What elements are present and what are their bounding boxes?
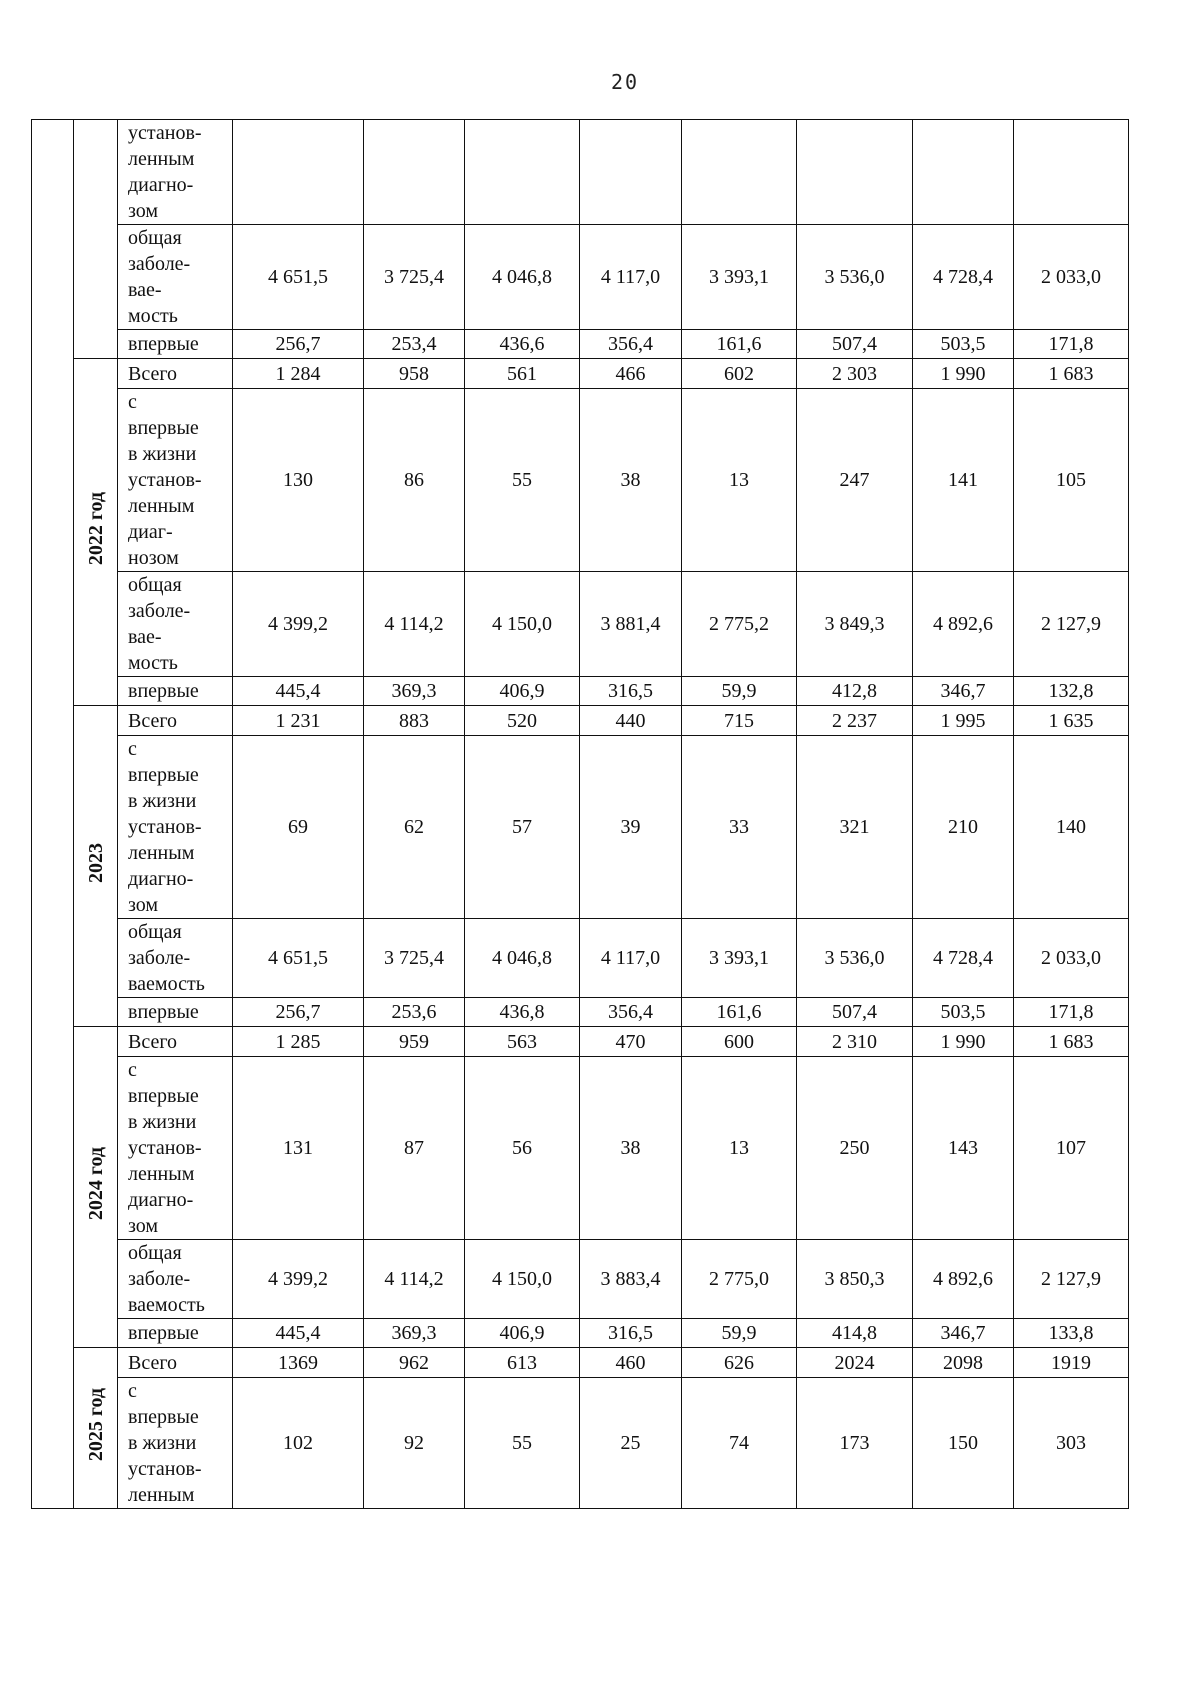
label-line: ленным bbox=[128, 1163, 195, 1185]
year-cell bbox=[74, 359, 118, 706]
general-value: 4 046,8 bbox=[465, 225, 580, 330]
row-label-first bbox=[118, 1319, 233, 1348]
first-value: 346,7 bbox=[913, 1319, 1014, 1348]
general-value: 2 127,9 bbox=[1014, 572, 1129, 677]
label-line: общая bbox=[128, 574, 182, 596]
first-value: 161,6 bbox=[682, 998, 797, 1027]
label-line: общая bbox=[128, 1242, 182, 1264]
year-cell bbox=[74, 706, 118, 1027]
diag-value: 131 bbox=[233, 1057, 364, 1240]
diag-value: 107 bbox=[1014, 1057, 1129, 1240]
label-line: с bbox=[128, 1059, 137, 1081]
diag-value: 105 bbox=[1014, 389, 1129, 572]
label-line: в жизни bbox=[128, 1432, 197, 1454]
diag-value: 39 bbox=[580, 736, 682, 919]
year-label: 2024 год bbox=[84, 1146, 107, 1221]
table-row-general bbox=[32, 1240, 1129, 1319]
table-row-diag bbox=[32, 736, 1129, 919]
page-number: 20 bbox=[610, 70, 640, 94]
row-label-total bbox=[118, 1027, 233, 1057]
first-value: 59,9 bbox=[682, 1319, 797, 1348]
total-value: 2024 bbox=[797, 1348, 913, 1378]
label-line: ваемость bbox=[128, 1294, 205, 1316]
label-line: установ- bbox=[128, 122, 202, 144]
general-value: 4 114,2 bbox=[364, 572, 465, 677]
row-label-total bbox=[118, 359, 233, 389]
label-line: вае- bbox=[128, 626, 162, 648]
first-value: 256,7 bbox=[233, 330, 364, 359]
diag-value: 92 bbox=[364, 1378, 465, 1509]
total-value: 466 bbox=[580, 359, 682, 389]
total-value: 2098 bbox=[913, 1348, 1014, 1378]
first-value: 171,8 bbox=[1014, 330, 1129, 359]
row-label-diag bbox=[118, 389, 233, 572]
diag-value: 56 bbox=[465, 1057, 580, 1240]
year-label: 2025 год bbox=[84, 1387, 107, 1462]
row-label-general bbox=[118, 572, 233, 677]
empty-cell bbox=[580, 120, 682, 225]
total-value: 440 bbox=[580, 706, 682, 736]
label-line: мость bbox=[128, 652, 178, 674]
diag-value: 247 bbox=[797, 389, 913, 572]
label-line: зом bbox=[128, 894, 159, 916]
label-line: вае- bbox=[128, 279, 162, 301]
diag-value: 33 bbox=[682, 736, 797, 919]
table-row-diag-cont bbox=[32, 120, 1129, 225]
first-value: 436,8 bbox=[465, 998, 580, 1027]
row-label-diag-cont bbox=[118, 120, 233, 225]
total-value: 460 bbox=[580, 1348, 682, 1378]
general-value: 4 892,6 bbox=[913, 1240, 1014, 1319]
label-line: диагно- bbox=[128, 868, 194, 890]
first-value: 59,9 bbox=[682, 677, 797, 706]
diag-value: 25 bbox=[580, 1378, 682, 1509]
first-value: 406,9 bbox=[465, 1319, 580, 1348]
total-value: 561 bbox=[465, 359, 580, 389]
table-body bbox=[32, 120, 1129, 1509]
label-line: впервые bbox=[128, 417, 199, 439]
diag-value: 55 bbox=[465, 1378, 580, 1509]
row-label-first bbox=[118, 677, 233, 706]
table-row-diag bbox=[32, 1057, 1129, 1240]
label-line: заболе- bbox=[128, 947, 191, 969]
first-value: 356,4 bbox=[580, 330, 682, 359]
total-value: 470 bbox=[580, 1027, 682, 1057]
first-value: 507,4 bbox=[797, 330, 913, 359]
diag-value: 38 bbox=[580, 389, 682, 572]
general-value: 4 399,2 bbox=[233, 1240, 364, 1319]
general-value: 4 117,0 bbox=[580, 919, 682, 998]
year-label: 2022 год bbox=[84, 491, 107, 566]
row-label-first bbox=[118, 330, 233, 359]
table-row-total bbox=[32, 1027, 1129, 1057]
label-line: Всего bbox=[128, 1351, 178, 1374]
general-value: 4 728,4 bbox=[913, 225, 1014, 330]
diag-value: 86 bbox=[364, 389, 465, 572]
first-value: 356,4 bbox=[580, 998, 682, 1027]
morbidity-table bbox=[31, 119, 1129, 1509]
first-value: 316,5 bbox=[580, 1319, 682, 1348]
total-value: 1 285 bbox=[233, 1027, 364, 1057]
first-value: 412,8 bbox=[797, 677, 913, 706]
general-value: 4 046,8 bbox=[465, 919, 580, 998]
label-line: установ- bbox=[128, 1137, 202, 1159]
total-value: 1369 bbox=[233, 1348, 364, 1378]
general-value: 3 849,3 bbox=[797, 572, 913, 677]
empty-cell bbox=[364, 120, 465, 225]
total-value: 958 bbox=[364, 359, 465, 389]
first-value: 507,4 bbox=[797, 998, 913, 1027]
total-value: 962 bbox=[364, 1348, 465, 1378]
table-row-total bbox=[32, 359, 1129, 389]
empty-cell bbox=[1014, 120, 1129, 225]
row-label-diag bbox=[118, 1057, 233, 1240]
label-line: заболе- bbox=[128, 600, 191, 622]
table-row-general bbox=[32, 572, 1129, 677]
general-value: 4 651,5 bbox=[233, 919, 364, 998]
total-value: 563 bbox=[465, 1027, 580, 1057]
row-label-diag bbox=[118, 1378, 233, 1509]
label-line: общая bbox=[128, 227, 182, 249]
label-line: ленным bbox=[128, 1484, 195, 1506]
total-value: 626 bbox=[682, 1348, 797, 1378]
total-value: 1 683 bbox=[1014, 1027, 1129, 1057]
year-cell bbox=[74, 1348, 118, 1509]
general-value: 4 399,2 bbox=[233, 572, 364, 677]
first-value: 503,5 bbox=[913, 998, 1014, 1027]
first-value: 503,5 bbox=[913, 330, 1014, 359]
general-value: 3 883,4 bbox=[580, 1240, 682, 1319]
diag-value: 250 bbox=[797, 1057, 913, 1240]
diag-value: 74 bbox=[682, 1378, 797, 1509]
total-value: 602 bbox=[682, 359, 797, 389]
general-value: 2 033,0 bbox=[1014, 919, 1129, 998]
table-row-total bbox=[32, 1348, 1129, 1378]
diag-value: 173 bbox=[797, 1378, 913, 1509]
first-value: 436,6 bbox=[465, 330, 580, 359]
first-value: 369,3 bbox=[364, 677, 465, 706]
label-line: ленным bbox=[128, 842, 195, 864]
diag-value: 13 bbox=[682, 389, 797, 572]
empty-cell bbox=[465, 120, 580, 225]
general-value: 2 127,9 bbox=[1014, 1240, 1129, 1319]
first-value: 445,4 bbox=[233, 1319, 364, 1348]
diag-value: 62 bbox=[364, 736, 465, 919]
total-value: 2 237 bbox=[797, 706, 913, 736]
total-value: 613 bbox=[465, 1348, 580, 1378]
label-line: впервые bbox=[128, 1322, 199, 1344]
general-value: 4 150,0 bbox=[465, 1240, 580, 1319]
diag-value: 55 bbox=[465, 389, 580, 572]
label-line: установ- bbox=[128, 1458, 202, 1480]
label-line: ваемость bbox=[128, 973, 205, 995]
table-row-first bbox=[32, 677, 1129, 706]
diag-value: 210 bbox=[913, 736, 1014, 919]
general-value: 3 725,4 bbox=[364, 919, 465, 998]
general-value: 2 775,2 bbox=[682, 572, 797, 677]
label-line: нозом bbox=[128, 547, 179, 569]
label-line: ленным bbox=[128, 148, 195, 170]
label-line: в жизни bbox=[128, 1111, 197, 1133]
empty-cell bbox=[913, 120, 1014, 225]
general-value: 4 114,2 bbox=[364, 1240, 465, 1319]
diag-value: 87 bbox=[364, 1057, 465, 1240]
total-value: 2 303 bbox=[797, 359, 913, 389]
first-value: 406,9 bbox=[465, 677, 580, 706]
total-value: 1919 bbox=[1014, 1348, 1129, 1378]
table-row-first bbox=[32, 1319, 1129, 1348]
table-row-general bbox=[32, 225, 1129, 330]
first-value: 369,3 bbox=[364, 1319, 465, 1348]
first-value: 253,4 bbox=[364, 330, 465, 359]
total-value: 2 310 bbox=[797, 1027, 913, 1057]
general-value: 2 033,0 bbox=[1014, 225, 1129, 330]
empty-cell bbox=[797, 120, 913, 225]
general-value: 4 150,0 bbox=[465, 572, 580, 677]
table-row-first bbox=[32, 330, 1129, 359]
diag-value: 102 bbox=[233, 1378, 364, 1509]
diag-value: 303 bbox=[1014, 1378, 1129, 1509]
label-line: с bbox=[128, 1380, 137, 1402]
first-value: 132,8 bbox=[1014, 677, 1129, 706]
total-value: 1 683 bbox=[1014, 359, 1129, 389]
diag-value: 57 bbox=[465, 736, 580, 919]
label-line: диагно- bbox=[128, 174, 194, 196]
label-line: Всего bbox=[128, 362, 178, 385]
label-line: впервые bbox=[128, 1001, 199, 1023]
general-value: 4 728,4 bbox=[913, 919, 1014, 998]
diag-value: 143 bbox=[913, 1057, 1014, 1240]
label-line: установ- bbox=[128, 469, 202, 491]
general-value: 3 536,0 bbox=[797, 919, 913, 998]
total-value: 883 bbox=[364, 706, 465, 736]
row-label-general bbox=[118, 919, 233, 998]
label-line: Всего bbox=[128, 709, 178, 732]
total-value: 1 284 bbox=[233, 359, 364, 389]
empty-cell bbox=[233, 120, 364, 225]
label-line: зом bbox=[128, 200, 159, 222]
diag-value: 140 bbox=[1014, 736, 1129, 919]
label-line: впервые bbox=[128, 764, 199, 786]
first-value: 253,6 bbox=[364, 998, 465, 1027]
total-value: 959 bbox=[364, 1027, 465, 1057]
row-label-total bbox=[118, 706, 233, 736]
label-line: заболе- bbox=[128, 1268, 191, 1290]
label-line: впервые bbox=[128, 680, 199, 702]
label-line: установ- bbox=[128, 816, 202, 838]
total-value: 1 995 bbox=[913, 706, 1014, 736]
total-value: 1 231 bbox=[233, 706, 364, 736]
row-label-first bbox=[118, 998, 233, 1027]
year-label: 2023 bbox=[84, 842, 107, 883]
diag-value: 130 bbox=[233, 389, 364, 572]
first-value: 414,8 bbox=[797, 1319, 913, 1348]
general-value: 4 892,6 bbox=[913, 572, 1014, 677]
row-label-diag bbox=[118, 736, 233, 919]
group-cell bbox=[32, 120, 74, 1509]
general-value: 4 117,0 bbox=[580, 225, 682, 330]
label-line: диагно- bbox=[128, 1189, 194, 1211]
diag-value: 321 bbox=[797, 736, 913, 919]
empty-cell bbox=[682, 120, 797, 225]
label-line: впервые bbox=[128, 1085, 199, 1107]
general-value: 3 393,1 bbox=[682, 225, 797, 330]
year-cell bbox=[74, 1027, 118, 1348]
total-value: 1 990 bbox=[913, 359, 1014, 389]
table-row-diag bbox=[32, 1378, 1129, 1509]
label-line: впервые bbox=[128, 1406, 199, 1428]
label-line: с bbox=[128, 391, 137, 413]
general-value: 3 850,3 bbox=[797, 1240, 913, 1319]
diag-value: 13 bbox=[682, 1057, 797, 1240]
label-line: в жизни bbox=[128, 790, 197, 812]
label-line: впервые bbox=[128, 333, 199, 355]
diag-value: 69 bbox=[233, 736, 364, 919]
general-value: 3 725,4 bbox=[364, 225, 465, 330]
label-line: диаг- bbox=[128, 521, 173, 543]
general-value: 4 651,5 bbox=[233, 225, 364, 330]
total-value: 715 bbox=[682, 706, 797, 736]
first-value: 445,4 bbox=[233, 677, 364, 706]
table-row-first bbox=[32, 998, 1129, 1027]
diag-value: 38 bbox=[580, 1057, 682, 1240]
label-line: в жизни bbox=[128, 443, 197, 465]
first-value: 171,8 bbox=[1014, 998, 1129, 1027]
first-value: 346,7 bbox=[913, 677, 1014, 706]
label-line: с bbox=[128, 738, 137, 760]
total-value: 1 635 bbox=[1014, 706, 1129, 736]
first-value: 161,6 bbox=[682, 330, 797, 359]
first-value: 316,5 bbox=[580, 677, 682, 706]
row-label-general bbox=[118, 1240, 233, 1319]
diag-value: 141 bbox=[913, 389, 1014, 572]
label-line: зом bbox=[128, 1215, 159, 1237]
table-row-general bbox=[32, 919, 1129, 998]
total-value: 1 990 bbox=[913, 1027, 1014, 1057]
general-value: 3 881,4 bbox=[580, 572, 682, 677]
table-row-total bbox=[32, 706, 1129, 736]
row-label-general bbox=[118, 225, 233, 330]
general-value: 3 393,1 bbox=[682, 919, 797, 998]
label-line: заболе- bbox=[128, 253, 191, 275]
year-cell-prev bbox=[74, 120, 118, 359]
first-value: 133,8 bbox=[1014, 1319, 1129, 1348]
label-line: мость bbox=[128, 305, 178, 327]
total-value: 600 bbox=[682, 1027, 797, 1057]
label-line: Всего bbox=[128, 1030, 178, 1053]
first-value: 256,7 bbox=[233, 998, 364, 1027]
general-value: 2 775,0 bbox=[682, 1240, 797, 1319]
diag-value: 150 bbox=[913, 1378, 1014, 1509]
table-row-diag bbox=[32, 389, 1129, 572]
total-value: 520 bbox=[465, 706, 580, 736]
label-line: ленным bbox=[128, 495, 195, 517]
label-line: общая bbox=[128, 921, 182, 943]
general-value: 3 536,0 bbox=[797, 225, 913, 330]
row-label-total bbox=[118, 1348, 233, 1378]
